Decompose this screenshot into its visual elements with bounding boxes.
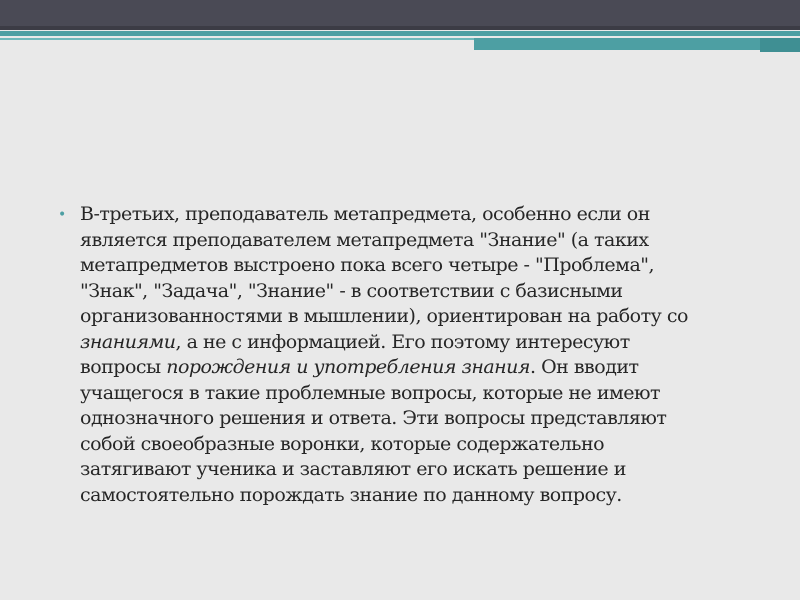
text-run: самостоятельно порождать знание по данному вопросу. bbox=[80, 483, 622, 506]
text-line bbox=[80, 279, 688, 305]
emphasized-text: порождения и употребления знания bbox=[166, 356, 530, 378]
text-run: вопросы bbox=[80, 356, 167, 378]
text-line bbox=[80, 330, 688, 356]
text-line bbox=[80, 228, 688, 254]
text-line bbox=[80, 253, 688, 279]
slide-content bbox=[58, 202, 738, 508]
text-line bbox=[80, 202, 688, 228]
text-line bbox=[80, 355, 688, 381]
text-run: собой своеобразные воронки, которые содержательно bbox=[80, 432, 605, 455]
text-run: . Он вводит bbox=[530, 356, 639, 378]
text-run: "Знак", "Задача", "Знание" - в соответствии с базисными bbox=[80, 279, 623, 302]
text-line bbox=[80, 457, 688, 483]
accent-tab bbox=[474, 38, 800, 50]
text-line bbox=[80, 304, 688, 330]
text-run: метапредметов выстроено пока всего четыре - "Проблема", bbox=[80, 254, 655, 276]
text-run: учащегося в такие проблемные вопросы, которые не имеют bbox=[80, 381, 661, 404]
text-run: является преподавателем метапредмета "Знание" (а таких bbox=[80, 228, 649, 251]
bullet-icon: • bbox=[58, 207, 67, 223]
text-line bbox=[80, 381, 688, 407]
accent-tab-end bbox=[760, 38, 800, 52]
text-run: , а не с информацией. Его поэтому интересуют bbox=[175, 330, 630, 353]
bullet-item bbox=[58, 202, 738, 508]
text-run: В-третьих, преподаватель метапредмета, особенно если он bbox=[80, 203, 650, 225]
text-run: затягивают ученика и заставляют его искать решение и bbox=[80, 458, 626, 480]
text-line bbox=[80, 483, 688, 509]
text-run: однозначного решения и ответа. Эти вопросы представляют bbox=[80, 407, 667, 429]
accent-stripe bbox=[0, 31, 800, 36]
text-line bbox=[80, 406, 688, 432]
header-band-shadow bbox=[0, 26, 800, 30]
bullet-text bbox=[80, 202, 688, 508]
text-run: организованностями в мышлении), ориентирован на работу со bbox=[80, 305, 688, 327]
text-line bbox=[80, 432, 688, 458]
emphasized-text: знаниями bbox=[80, 330, 176, 353]
